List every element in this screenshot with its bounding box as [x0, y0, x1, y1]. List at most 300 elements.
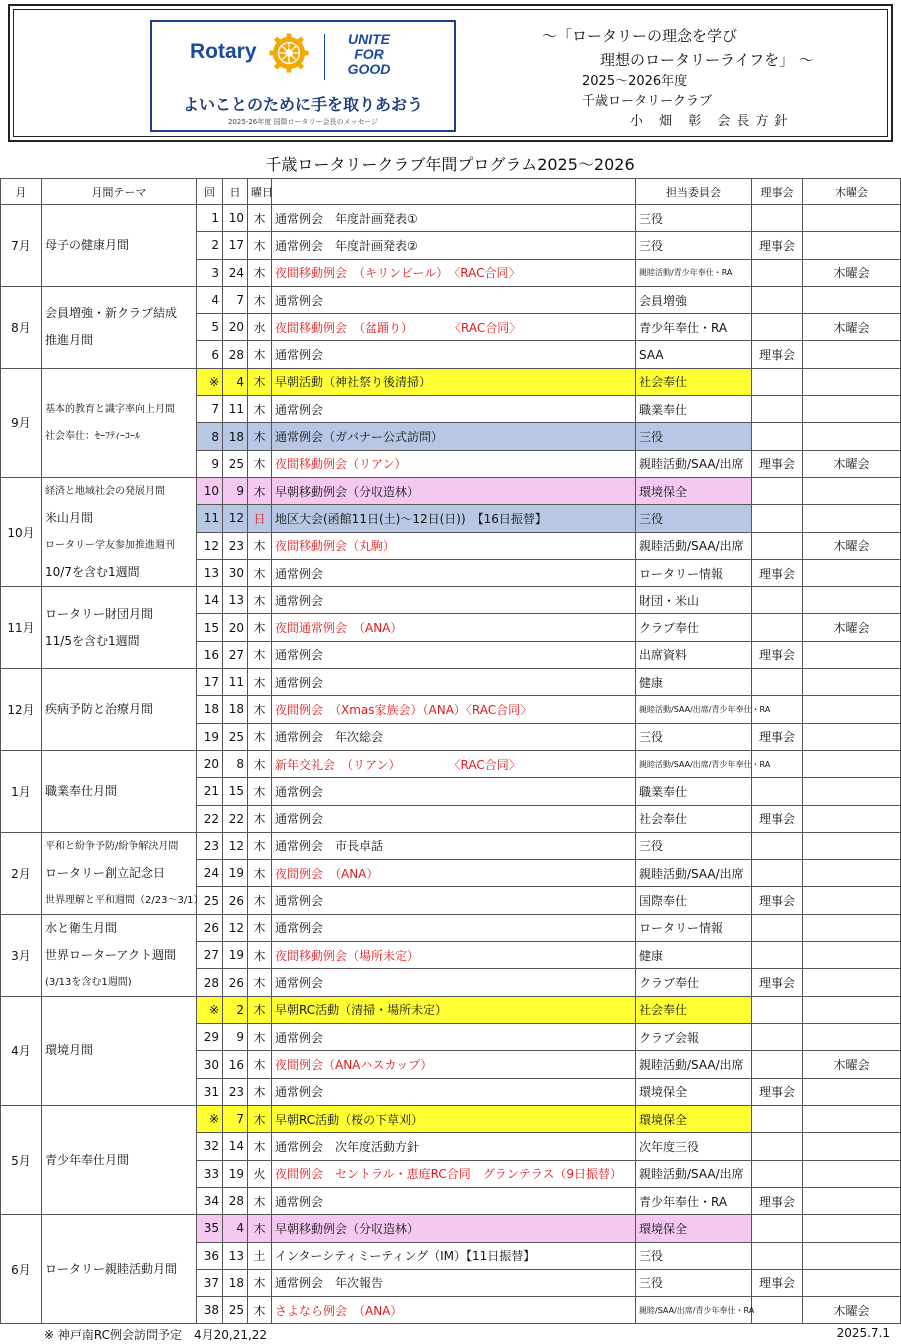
- meeting-number: 29: [197, 1024, 223, 1051]
- board-meeting-cell: [752, 942, 803, 969]
- col-weekday: 曜日: [248, 179, 272, 205]
- weekday: 木: [248, 1078, 272, 1105]
- theme-cell: [42, 587, 197, 669]
- meeting-day: 22: [223, 805, 248, 832]
- weekday: 木: [248, 669, 272, 696]
- meeting-number: 14: [197, 587, 223, 614]
- event-description: 通常例会: [272, 641, 636, 668]
- meeting-day: 4: [223, 1215, 248, 1242]
- table-row: [1, 750, 901, 777]
- thursday-club-cell: [803, 368, 901, 395]
- col-month: 月: [1, 179, 42, 205]
- meeting-number: 36: [197, 1242, 223, 1269]
- meeting-day: 18: [223, 423, 248, 450]
- meeting-day: 12: [223, 832, 248, 859]
- meeting-number: 1: [197, 205, 223, 232]
- committee-cell: 青少年奉仕・RA: [636, 1187, 752, 1214]
- meeting-day: 14: [223, 1133, 248, 1160]
- meeting-day: 4: [223, 368, 248, 395]
- meeting-number: 18: [197, 696, 223, 723]
- month-cell: 4月: [1, 996, 42, 1105]
- meeting-day: 19: [223, 860, 248, 887]
- board-meeting-cell: [752, 1106, 803, 1133]
- committee-cell: 環境保全: [636, 1106, 752, 1133]
- club-name: 千歳ロータリークラブ: [582, 94, 713, 109]
- weekday: 火: [248, 1160, 272, 1187]
- table-row: [1, 914, 901, 941]
- table-row: [1, 286, 901, 313]
- weekday: 土: [248, 1242, 272, 1269]
- meeting-number: 17: [197, 669, 223, 696]
- event-description: 通常例会: [272, 914, 636, 941]
- thursday-club-cell: 木曜会: [803, 450, 901, 477]
- event-description: 通常例会: [272, 778, 636, 805]
- meeting-day: 26: [223, 969, 248, 996]
- committee-cell: SAA: [636, 341, 752, 368]
- thursday-club-cell: [803, 205, 901, 232]
- meeting-number: 7: [197, 396, 223, 423]
- meeting-number: 26: [197, 914, 223, 941]
- committee-cell: 三役: [636, 1242, 752, 1269]
- meeting-day: 9: [223, 477, 248, 504]
- weekday: 木: [248, 778, 272, 805]
- thursday-club-cell: 木曜会: [803, 1297, 901, 1324]
- thursday-club-cell: [803, 669, 901, 696]
- weekday: 木: [248, 750, 272, 777]
- weekday: 木: [248, 969, 272, 996]
- event-description: インターシティミーティング（IM）【11日振替】: [272, 1242, 636, 1269]
- meeting-day: 25: [223, 450, 248, 477]
- board-meeting-cell: 理事会: [752, 450, 803, 477]
- meeting-number: 9: [197, 450, 223, 477]
- event-description: 通常例会: [272, 587, 636, 614]
- annual-program-table: [0, 178, 901, 1324]
- event-description: 夜間例会 （Xmas家族会）（ANA）〈RAC合同〉: [272, 696, 636, 723]
- event-description: 通常例会: [272, 805, 636, 832]
- theme-cell: [42, 832, 204, 914]
- meeting-day: 25: [223, 1297, 248, 1324]
- committee-cell: 社会奉仕: [636, 805, 752, 832]
- board-meeting-cell: 理事会: [752, 641, 803, 668]
- event-description: 夜間移動例会（丸駒）: [272, 532, 636, 559]
- thursday-club-cell: [803, 341, 901, 368]
- event-description: 早朝RC活動（桜の下草刈）: [272, 1106, 636, 1133]
- thursday-club-cell: [803, 750, 901, 777]
- weekday: 木: [248, 723, 272, 750]
- board-meeting-cell: [752, 259, 803, 286]
- theme-text: 会員増強・新クラブ結成: [45, 306, 178, 321]
- board-meeting-cell: [752, 669, 803, 696]
- theme-text: 青少年奉仕月間: [45, 1152, 130, 1167]
- thursday-club-cell: [803, 641, 901, 668]
- header-box: [8, 4, 893, 142]
- board-meeting-cell: [752, 832, 803, 859]
- meeting-day: 17: [223, 232, 248, 259]
- weekday: 木: [248, 396, 272, 423]
- tagline-word: FOR: [354, 46, 384, 62]
- board-meeting-cell: [752, 587, 803, 614]
- thursday-club-cell: [803, 1242, 901, 1269]
- theme-text: 世界理解と平和週間（2/23～3/1）: [45, 894, 204, 906]
- board-meeting-cell: [752, 477, 803, 504]
- event-description: 通常例会: [272, 669, 636, 696]
- weekday: 木: [248, 614, 272, 641]
- page-title: 千歳ロータリークラブ年間プログラム2025～2026: [265, 155, 635, 174]
- meeting-day: 16: [223, 1051, 248, 1078]
- thursday-club-cell: [803, 1133, 901, 1160]
- board-meeting-cell: [752, 505, 803, 532]
- meeting-number: 19: [197, 723, 223, 750]
- weekday: 木: [248, 860, 272, 887]
- meeting-number: 4: [197, 286, 223, 313]
- weekday: 日: [248, 505, 272, 532]
- col-committee: 担当委員会: [636, 179, 752, 205]
- table-row: [1, 477, 901, 504]
- event-description: 夜間例会（ANAハスカップ）: [272, 1051, 636, 1078]
- meeting-number: 8: [197, 423, 223, 450]
- program-body: [1, 205, 901, 1324]
- meeting-number: 12: [197, 532, 223, 559]
- committee-cell: 職業奉仕: [636, 778, 752, 805]
- weekday: 木: [248, 1133, 272, 1160]
- theme-text: ロータリー創立記念日: [45, 865, 166, 880]
- thursday-club-cell: [803, 696, 901, 723]
- event-description: さよなら例会 （ANA）: [272, 1297, 636, 1324]
- committee-cell: 社会奉仕: [636, 368, 752, 395]
- weekday: 木: [248, 696, 272, 723]
- meeting-day: 28: [223, 341, 248, 368]
- board-meeting-cell: [752, 314, 803, 341]
- weekday: 木: [248, 832, 272, 859]
- committee-cell: 青少年奉仕・RA: [636, 314, 752, 341]
- theme-cell: [42, 1106, 197, 1215]
- committee-cell: 出席資料: [636, 641, 752, 668]
- thursday-club-cell: [803, 505, 901, 532]
- theme-text: 経済と地域社会の発展月間: [45, 486, 165, 498]
- theme-cell: [42, 750, 197, 832]
- theme-text: 水と衛生月間: [45, 920, 118, 935]
- board-meeting-cell: 理事会: [752, 887, 803, 914]
- event-description: 新年交礼会 （リアン） 〈RAC合同〉: [272, 750, 636, 777]
- thursday-club-cell: [803, 969, 901, 996]
- theme-text: 環境月間: [45, 1043, 94, 1058]
- table-header-row: [1, 179, 901, 205]
- event-description: 通常例会: [272, 341, 636, 368]
- col-day: 日: [223, 179, 248, 205]
- meeting-day: 24: [223, 259, 248, 286]
- meeting-number: 15: [197, 614, 223, 641]
- committee-cell: 親睦活動/SAA/出席: [636, 1051, 752, 1078]
- rotary-wheel-icon: [270, 34, 308, 72]
- month-cell: 11月: [1, 587, 42, 669]
- month-cell: 7月: [1, 205, 42, 287]
- board-meeting-cell: [752, 423, 803, 450]
- event-description: 通常例会: [272, 559, 636, 586]
- weekday: 木: [248, 587, 272, 614]
- committee-cell: 環境保全: [636, 1078, 752, 1105]
- meeting-day: 15: [223, 778, 248, 805]
- meeting-number: 10: [197, 477, 223, 504]
- weekday: 木: [248, 641, 272, 668]
- event-description: 夜間移動例会 （盆踊り） 〈RAC合同〉: [272, 314, 636, 341]
- event-description: 夜間例会 セントラル・恵庭RC合同 グランテラス（9日振替）: [272, 1160, 636, 1187]
- board-meeting-cell: 理事会: [752, 1078, 803, 1105]
- committee-cell: 環境保全: [636, 1215, 752, 1242]
- committee-cell: 親睦活動/SAA/出席: [636, 450, 752, 477]
- club-info: [582, 72, 793, 132]
- committee-cell: 会員増強: [636, 286, 752, 313]
- table-row: [1, 1215, 901, 1242]
- thursday-club-cell: [803, 887, 901, 914]
- table-row: [1, 368, 901, 395]
- meeting-number: 20: [197, 750, 223, 777]
- committee-cell: 次年度三役: [636, 1133, 752, 1160]
- meeting-day: 27: [223, 641, 248, 668]
- board-meeting-cell: 理事会: [752, 341, 803, 368]
- thursday-club-cell: [803, 860, 901, 887]
- weekday: 木: [248, 368, 272, 395]
- month-cell: 5月: [1, 1106, 42, 1215]
- tagline-word: GOOD: [347, 61, 391, 77]
- rotary-wordmark: Rotary: [190, 40, 257, 63]
- theme-text: 職業奉仕月間: [45, 783, 118, 798]
- month-cell: 2月: [1, 832, 42, 914]
- weekday: 木: [248, 532, 272, 559]
- thursday-club-cell: [803, 286, 901, 313]
- meeting-number: 2: [197, 232, 223, 259]
- motto-line-2: 理想のロータリーライフを」 ～: [600, 51, 814, 69]
- theme-cell: [42, 477, 197, 586]
- thursday-club-cell: [803, 832, 901, 859]
- thursday-club-cell: [803, 423, 901, 450]
- col-number: 回: [197, 179, 223, 205]
- thursday-club-cell: [803, 1078, 901, 1105]
- weekday: 木: [248, 805, 272, 832]
- event-description: 早朝移動例会（分収造林）: [272, 477, 636, 504]
- col-event: [272, 179, 636, 205]
- committee-cell: 健康: [636, 942, 752, 969]
- weekday: 木: [248, 1187, 272, 1214]
- theme-text: 米山月間: [45, 511, 94, 526]
- theme-text: 母子の健康月間: [45, 237, 130, 252]
- board-meeting-cell: [752, 914, 803, 941]
- meeting-day: 23: [223, 532, 248, 559]
- meeting-day: 19: [223, 1160, 248, 1187]
- thursday-club-cell: [803, 1187, 901, 1214]
- meeting-number: 24: [197, 860, 223, 887]
- meeting-day: 7: [223, 1106, 248, 1133]
- committee-cell: 環境保全: [636, 477, 752, 504]
- board-meeting-cell: [752, 1242, 803, 1269]
- committee-cell: ロータリー情報: [636, 559, 752, 586]
- event-description: 夜間移動例会（リアン）: [272, 450, 636, 477]
- event-description: 通常例会: [272, 969, 636, 996]
- thursday-club-cell: [803, 914, 901, 941]
- theme-text: (3/13を含む1週間): [45, 976, 132, 988]
- weekday: 水: [248, 314, 272, 341]
- event-description: 夜間例会 （ANA）: [272, 860, 636, 887]
- meeting-number: 6: [197, 341, 223, 368]
- committee-cell: クラブ奉仕: [636, 614, 752, 641]
- meeting-day: 9: [223, 1024, 248, 1051]
- committee-cell: クラブ奉仕: [636, 969, 752, 996]
- meeting-number: 31: [197, 1078, 223, 1105]
- weekday: 木: [248, 1051, 272, 1078]
- tagline-word: UNITE: [348, 31, 390, 47]
- event-description: 通常例会: [272, 396, 636, 423]
- thursday-club-cell: [803, 996, 901, 1023]
- meeting-day: 18: [223, 696, 248, 723]
- meeting-number: ※: [197, 368, 223, 395]
- committee-cell: 三役: [636, 205, 752, 232]
- weekday: 木: [248, 205, 272, 232]
- thursday-club-cell: [803, 805, 901, 832]
- event-description: 夜間通常例会 （ANA）: [272, 614, 636, 641]
- fiscal-year: 2025～2026年度: [582, 74, 688, 89]
- meeting-number: ※: [197, 1106, 223, 1133]
- event-description: 早朝活動（神社祭り後清掃）: [272, 368, 636, 395]
- board-meeting-cell: [752, 1051, 803, 1078]
- meeting-number: ※: [197, 996, 223, 1023]
- logo-top: [152, 22, 454, 94]
- logo-divider: [324, 34, 325, 80]
- thursday-club-cell: [803, 232, 901, 259]
- theme-cell: [42, 914, 197, 996]
- event-description: 早朝移動例会（分収造林）: [272, 1215, 636, 1242]
- event-description: 通常例会（ガバナー公式訪問）: [272, 423, 636, 450]
- thursday-club-cell: 木曜会: [803, 614, 901, 641]
- meeting-day: 19: [223, 942, 248, 969]
- meeting-day: 7: [223, 286, 248, 313]
- meeting-number: 23: [197, 832, 223, 859]
- meeting-day: 13: [223, 1242, 248, 1269]
- theme-text: 平和と紛争予防/紛争解決月間: [45, 840, 179, 852]
- event-description: 地区大会(函館11日(土)～12日(日)) 【16日振替】: [272, 505, 636, 532]
- president-policy: 小 畑 彰 会長方針: [630, 114, 794, 129]
- board-meeting-cell: 理事会: [752, 232, 803, 259]
- weekday: 木: [248, 286, 272, 313]
- meeting-number: 16: [197, 641, 223, 668]
- thursday-club-cell: [803, 1269, 901, 1296]
- board-meeting-cell: [752, 532, 803, 559]
- board-meeting-cell: [752, 1024, 803, 1051]
- thursday-club-cell: [803, 1024, 901, 1051]
- event-description: 通常例会: [272, 1078, 636, 1105]
- meeting-number: 25: [197, 887, 223, 914]
- month-cell: 6月: [1, 1215, 42, 1324]
- theme-text: 世界ローターアクト週間: [45, 947, 177, 962]
- committee-cell: ロータリー情報: [636, 914, 752, 941]
- board-meeting-cell: 理事会: [752, 969, 803, 996]
- meeting-number: 13: [197, 559, 223, 586]
- month-cell: 10月: [1, 477, 42, 586]
- thursday-club-cell: [803, 587, 901, 614]
- weekday: 木: [248, 914, 272, 941]
- weekday: 木: [248, 341, 272, 368]
- committee-cell: 親睦活動/青少年奉仕・RA: [636, 259, 752, 286]
- meeting-day: 20: [223, 314, 248, 341]
- board-meeting-cell: [752, 396, 803, 423]
- meeting-number: 11: [197, 505, 223, 532]
- weekday: 木: [248, 259, 272, 286]
- weekday: 木: [248, 1215, 272, 1242]
- event-description: 通常例会 年度計画発表②: [272, 232, 636, 259]
- theme-text: 社会奉仕：ｾｰﾌﾃｨｰｺｰﾙ: [45, 430, 140, 442]
- board-meeting-cell: 理事会: [752, 723, 803, 750]
- logo-slogan: よいことのために手を取りあおう: [182, 95, 423, 114]
- motto-line-1: ～「ロータリーの理念を学び: [542, 27, 738, 45]
- theme-cell: [42, 368, 197, 477]
- theme-text: 基本的教育と識字率向上月間: [45, 403, 175, 415]
- board-meeting-cell: 理事会: [752, 805, 803, 832]
- thursday-club-cell: [803, 942, 901, 969]
- committee-cell: 親睦活動/SAA/出席: [636, 860, 752, 887]
- month-cell: 3月: [1, 914, 42, 996]
- board-meeting-cell: [752, 1215, 803, 1242]
- meeting-day: 11: [223, 669, 248, 696]
- board-meeting-cell: [752, 368, 803, 395]
- meeting-day: 20: [223, 614, 248, 641]
- meeting-day: 13: [223, 587, 248, 614]
- meeting-day: 12: [223, 505, 248, 532]
- meeting-number: 37: [197, 1269, 223, 1296]
- committee-cell: 親睦活動/SAA/出席: [636, 1160, 752, 1187]
- event-description: 通常例会 市長卓話: [272, 832, 636, 859]
- board-meeting-cell: [752, 1133, 803, 1160]
- weekday: 木: [248, 887, 272, 914]
- board-meeting-cell: 理事会: [752, 559, 803, 586]
- table-row: [1, 669, 901, 696]
- meeting-day: 25: [223, 723, 248, 750]
- event-description: 通常例会: [272, 1024, 636, 1051]
- meeting-number: 21: [197, 778, 223, 805]
- committee-cell: 三役: [636, 723, 752, 750]
- theme-cell: [42, 205, 197, 287]
- event-description: 通常例会 次年度活動方針: [272, 1133, 636, 1160]
- board-meeting-cell: [752, 860, 803, 887]
- meeting-day: 11: [223, 396, 248, 423]
- board-meeting-cell: [752, 205, 803, 232]
- board-meeting-cell: [752, 286, 803, 313]
- committee-cell: クラブ会報: [636, 1024, 752, 1051]
- month-cell: 12月: [1, 669, 42, 751]
- weekday: 木: [248, 1269, 272, 1296]
- theme-text: ロータリー学友参加推進週刊: [45, 540, 175, 552]
- theme-text: ロータリー親睦活動月間: [45, 1261, 178, 1276]
- thursday-club-cell: [803, 778, 901, 805]
- board-meeting-cell: [752, 996, 803, 1023]
- event-description: 夜間移動例会 （キリンビール） 〈RAC合同〉: [272, 259, 636, 286]
- meeting-number: 28: [197, 969, 223, 996]
- event-description: 通常例会 年度計画発表①: [272, 205, 636, 232]
- board-meeting-cell: 理事会: [752, 1187, 803, 1214]
- meeting-day: 30: [223, 559, 248, 586]
- rotary-logo: [150, 20, 456, 132]
- meeting-day: 26: [223, 887, 248, 914]
- weekday: 木: [248, 559, 272, 586]
- theme-cell: [42, 996, 197, 1105]
- thursday-club-cell: [803, 396, 901, 423]
- meeting-number: 3: [197, 259, 223, 286]
- committee-cell: 三役: [636, 1269, 752, 1296]
- col-thursday-club: 木曜会: [803, 179, 901, 205]
- thursday-club-cell: 木曜会: [803, 532, 901, 559]
- meeting-number: 27: [197, 942, 223, 969]
- weekday: 木: [248, 477, 272, 504]
- meeting-number: 32: [197, 1133, 223, 1160]
- weekday: 木: [248, 450, 272, 477]
- table-row: [1, 996, 901, 1023]
